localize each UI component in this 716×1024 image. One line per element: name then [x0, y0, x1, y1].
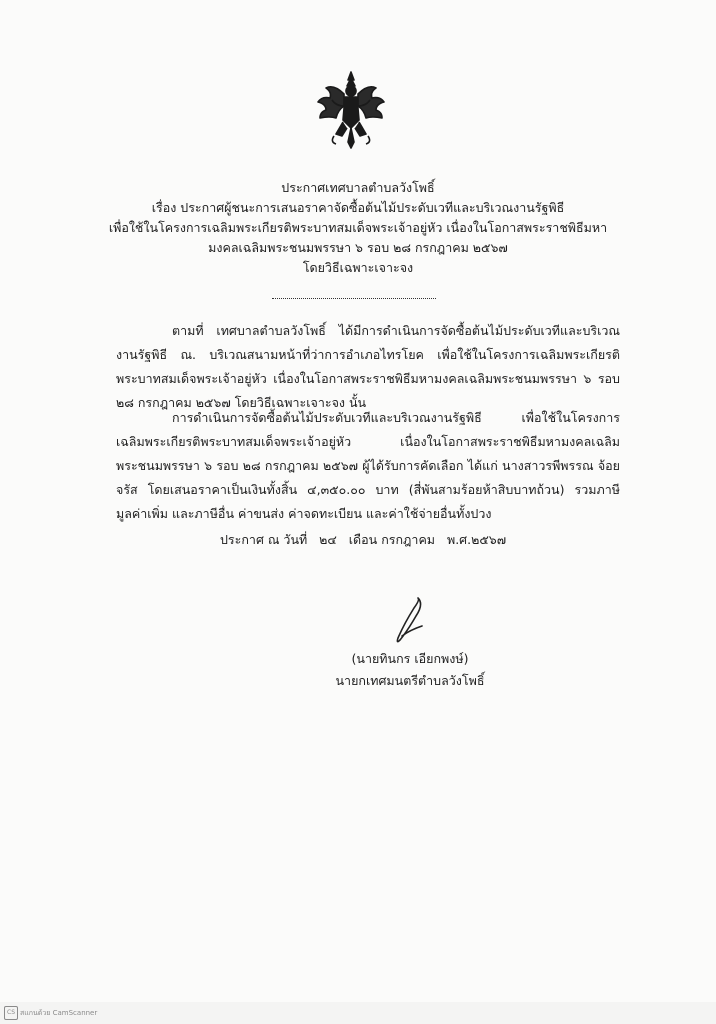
signature-image	[388, 596, 432, 648]
camscanner-logo-icon: CS	[4, 1006, 18, 1020]
header-title: ประกาศเทศบาลตำบลวังโพธิ์	[281, 180, 435, 195]
garuda-emblem-icon	[314, 70, 388, 152]
announcement-date: ประกาศ ณ วันที่ ๒๔ เดือน กรกฎาคม พ.ศ.๒๕๖๗	[220, 532, 507, 547]
signatory-name: (นายทินกร เอียกพงษ์)	[351, 651, 469, 666]
announcement-header	[100, 178, 616, 278]
header-divider	[272, 298, 436, 299]
signatory-title: นายกเทศมนตรีตำบลวังโพธิ์	[335, 673, 485, 688]
header-subject: เรื่อง ประกาศผู้ชนะการเสนอราคาจัดซื้อต้นไม้ประดับเวทีและบริเวณงานรัฐพิธี	[151, 200, 565, 215]
scanner-watermark-text: สแกนด้วย CamScanner	[20, 1009, 98, 1017]
body-paragraph-2: การดำเนินการจัดซื้อต้นไม้ประดับเวทีและบริเวณงานรัฐพิธี เพื่อใช้ในโครงการเฉลิมพระเกียรติพระบาทสมเด็จพระเจ้าอยู่หัว เนื่องในโอกาสพระราชพิธีมหามงคลเฉลิมพระชนมพรรษา ๖ รอบ ๒๘ กรกฎาคม ๒๕๖๗ ผู้ได้รับการคัดเลือก ได้แก่ นางสาวรพีพรรณ จ้อยจรัส โดยเสนอราคาเป็นเงินทั้งสิ้น ๔,๓๕๐.๐๐ บาท (สี่พันสามร้อยห้าสิบบาทถ้วน) รวมภาษีมูลค่าเพิ่ม และภาษีอื่น ค่าขนส่ง ค่าจดทะเบียน และค่าใช้จ่ายอื่นทั้งปวง	[116, 410, 620, 521]
body-paragraph-1: ตามที่ เทศบาลตำบลวังโพธิ์ ได้มีการดำเนินการจัดซื้อต้นไม้ประดับเวทีและบริเวณงานรัฐพิธี ณ. บริเวณสนามหน้าที่ว่าการอำเภอไทรโยค เพื่อใช้ในโครงการเฉลิมพระเกียรติพระบาทสมเด็จพระเจ้าอยู่หัว เนื่องในโอกาสพระราชพิธีมหามงคลเฉลิมพระชนมพรรษา ๖ รอบ ๒๘ กรกฎาคม ๒๕๖๗ โดยวิธีเฉพาะเจาะจง นั้น	[116, 323, 620, 410]
header-method: โดยวิธีเฉพาะเจาะจง	[302, 260, 414, 275]
header-subject-line3: มงคลเฉลิมพระชนมพรรษา ๖ รอบ ๒๘ กรกฎาคม ๒๕๖๗	[208, 240, 508, 255]
header-subject-line2: เพื่อใช้ในโครงการเฉลิมพระเกียรติพระบาทสมเด็จพระเจ้าอยู่หัว เนื่องในโอกาสพระราชพิธีมหา	[108, 220, 608, 235]
scanner-footer	[0, 1002, 716, 1024]
